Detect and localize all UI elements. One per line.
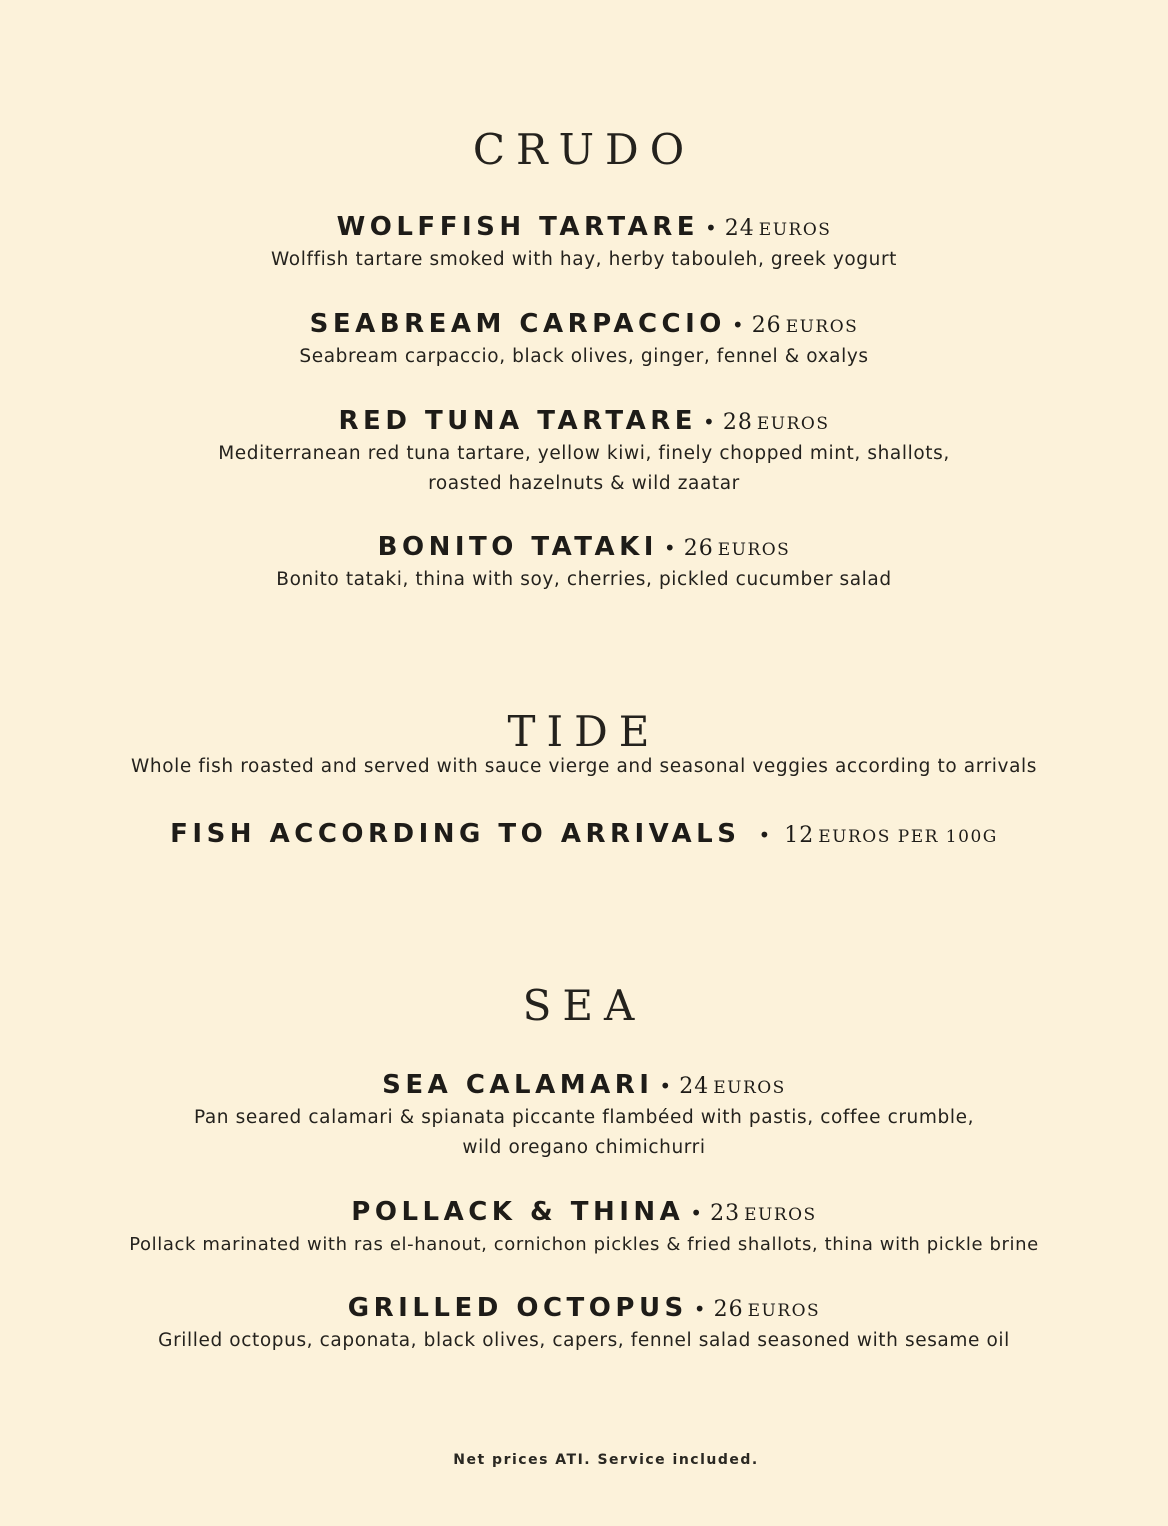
- dish-price: 26: [751, 313, 782, 338]
- description-line: wild oregano chimichurri: [462, 1137, 706, 1158]
- dish-grilled-octopus: [0, 1291, 1168, 1356]
- dish-price: 24: [724, 216, 755, 241]
- price-unit: EUROS: [756, 414, 830, 434]
- dish-name: WOLFFISH TARTARE: [336, 212, 699, 242]
- description-line: roasted hazelnuts & wild zaatar: [428, 473, 740, 494]
- separator-dot: •: [663, 536, 676, 560]
- dish-name: RED TUNA TARTARE: [338, 406, 698, 436]
- price-unit: EUROS: [785, 317, 859, 337]
- description-line: Pan seared calamari & spianata piccante flambéed with pastis, coffee crumble,: [193, 1107, 975, 1128]
- dish-price: 23: [710, 1201, 741, 1226]
- dish-red-tuna-tartare: [0, 404, 1168, 499]
- price-unit: EUROS: [717, 540, 791, 560]
- separator-dot: •: [731, 313, 744, 337]
- dish-description: Wolffish tartare smoked with hay, herby tabouleh, greek yogurt: [270, 249, 898, 270]
- dish-pollack-thina: [0, 1195, 1168, 1260]
- dish-price: 28: [722, 410, 753, 435]
- dish-seabream-carpaccio: [0, 307, 1168, 372]
- price-unit: EUROS: [744, 1205, 817, 1225]
- dish-header: [0, 1291, 1168, 1328]
- description-line: Mediterranean red tuna tartare, yellow kiwi, finely chopped mint, shallots,: [218, 443, 950, 464]
- dish-name: FISH ACCORDING TO ARRIVALS: [170, 819, 741, 849]
- dish-header: [0, 817, 1168, 854]
- dish-fish-according-to-arrivals: [0, 817, 1168, 854]
- dish-bonito-tataki: [0, 530, 1168, 595]
- price-unit: EUROS PER 100G: [818, 827, 998, 847]
- separator-dot: •: [703, 410, 715, 434]
- dish-description: Grilled octopus, caponata, black olives, capers, fennel salad seasoned with sesame oil: [158, 1330, 1010, 1351]
- section-intro: Whole fish roasted and served with sauce vierge and seasonal veggies according to arrivals: [130, 756, 1037, 777]
- dish-header: [0, 307, 1168, 344]
- dish-name: SEA CALAMARI: [382, 1070, 654, 1100]
- dish-header: [0, 530, 1168, 567]
- dish-price: 24: [679, 1074, 710, 1099]
- price-note-footer: Net prices ATI. Service included.: [453, 1452, 759, 1468]
- separator-dot: •: [704, 216, 717, 240]
- dish-name: SEABREAM CARPACCIO: [309, 309, 726, 339]
- dish-description: Pollack marinated with ras el-hanout, cornichon pickles & fried shallots, thina with pickle brine: [129, 1234, 1039, 1255]
- dish-price: 26: [683, 536, 714, 561]
- section-title-tide: TIDE: [507, 707, 661, 756]
- separator-dot: •: [758, 823, 771, 847]
- price-unit: EUROS: [747, 1301, 821, 1321]
- separator-dot: •: [690, 1201, 703, 1225]
- dish-price: 26: [713, 1297, 744, 1322]
- dish-name: BONITO TATAKI: [377, 532, 658, 562]
- separator-dot: •: [693, 1297, 706, 1321]
- dish-description: [0, 439, 1168, 499]
- dish-header: [0, 1068, 1168, 1105]
- dish-header: [0, 1195, 1168, 1232]
- price-unit: EUROS: [758, 220, 832, 240]
- dish-price: 12: [784, 823, 815, 848]
- separator-dot: •: [659, 1074, 672, 1098]
- price-unit: EUROS: [713, 1078, 786, 1098]
- section-title-crudo: CRUDO: [472, 125, 696, 174]
- dish-description: [0, 1103, 1168, 1163]
- dish-sea-calamari: [0, 1068, 1168, 1163]
- dish-description: Seabream carpaccio, black olives, ginger, fennel & oxalys: [299, 346, 869, 367]
- dish-name: GRILLED OCTOPUS: [347, 1293, 688, 1323]
- dish-name: POLLACK & THINA: [351, 1197, 685, 1227]
- dish-header: [0, 210, 1168, 247]
- dish-wolffish-tartare: [0, 210, 1168, 275]
- dish-description: Bonito tataki, thina with soy, cherries, pickled cucumber salad: [276, 569, 892, 590]
- dish-header: [0, 404, 1168, 441]
- section-title-sea: SEA: [522, 981, 646, 1030]
